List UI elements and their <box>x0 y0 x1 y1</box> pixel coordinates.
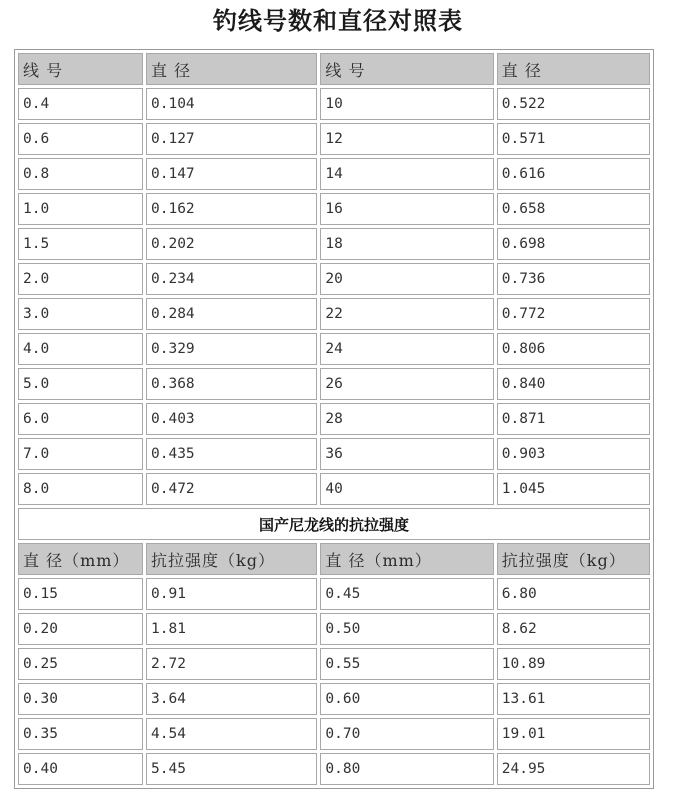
table-cell: 36 <box>320 438 493 470</box>
page-title: 钓线号数和直径对照表 <box>213 6 463 35</box>
section-title: 国产尼龙线的抗拉强度 <box>18 508 650 540</box>
table-cell: 1.5 <box>18 228 143 260</box>
header-cell: 直 径 <box>146 53 317 85</box>
table-cell: 19.01 <box>497 718 650 750</box>
table-cell: 8.62 <box>497 613 650 645</box>
table-row <box>18 403 650 435</box>
table-row <box>18 613 650 645</box>
table-cell: 0.15 <box>18 578 143 610</box>
table-cell: 0.40 <box>18 753 143 785</box>
table-row <box>18 473 650 505</box>
table-cell: 16 <box>320 193 493 225</box>
table-cell: 28 <box>320 403 493 435</box>
table-cell: 0.25 <box>18 648 143 680</box>
header-cell: 抗拉强度（kg） <box>497 543 650 575</box>
table-cell: 0.4 <box>18 88 143 120</box>
table-row <box>18 88 650 120</box>
table-cell: 4.0 <box>18 333 143 365</box>
table-cell: 18 <box>320 228 493 260</box>
table-row <box>18 578 650 610</box>
table-cell: 0.435 <box>146 438 317 470</box>
table-cell: 0.234 <box>146 263 317 295</box>
table-row <box>18 333 650 365</box>
table-cell: 2.72 <box>146 648 317 680</box>
table-cell: 0.162 <box>146 193 317 225</box>
table-cell: 0.736 <box>497 263 650 295</box>
table-row <box>18 158 650 190</box>
table-row <box>18 123 650 155</box>
table-cell: 0.403 <box>146 403 317 435</box>
table-cell: 0.658 <box>497 193 650 225</box>
table-cell: 0.80 <box>320 753 493 785</box>
table-cell: 10 <box>320 88 493 120</box>
table-row <box>18 648 650 680</box>
table-cell: 5.0 <box>18 368 143 400</box>
table-cell: 1.81 <box>146 613 317 645</box>
table-cell: 0.104 <box>146 88 317 120</box>
table-cell: 6.0 <box>18 403 143 435</box>
header-row <box>18 53 650 85</box>
table-cell: 0.30 <box>18 683 143 715</box>
table-cell: 10.89 <box>497 648 650 680</box>
table-cell: 12 <box>320 123 493 155</box>
table-cell: 0.472 <box>146 473 317 505</box>
section-row <box>18 508 650 540</box>
table-row <box>18 753 650 785</box>
table-cell: 6.80 <box>497 578 650 610</box>
table-cell: 2.0 <box>18 263 143 295</box>
table-cell: 0.202 <box>146 228 317 260</box>
table-cell: 0.70 <box>320 718 493 750</box>
table-cell: 5.45 <box>146 753 317 785</box>
table-cell: 0.368 <box>146 368 317 400</box>
table-row <box>18 298 650 330</box>
table-cell: 0.698 <box>497 228 650 260</box>
table-cell: 40 <box>320 473 493 505</box>
table-row <box>18 193 650 225</box>
header-cell: 直 径（mm） <box>320 543 493 575</box>
table-cell: 26 <box>320 368 493 400</box>
table-cell: 24.95 <box>497 753 650 785</box>
table-cell: 0.55 <box>320 648 493 680</box>
table-cell: 0.35 <box>18 718 143 750</box>
table-cell: 0.50 <box>320 613 493 645</box>
table-cell: 3.64 <box>146 683 317 715</box>
table-cell: 0.60 <box>320 683 493 715</box>
header-cell: 抗拉强度（kg） <box>146 543 317 575</box>
table-cell: 0.45 <box>320 578 493 610</box>
table-cell: 0.8 <box>18 158 143 190</box>
data-table <box>14 49 654 789</box>
table-cell: 0.840 <box>497 368 650 400</box>
table-cell: 0.329 <box>146 333 317 365</box>
table-cell: 8.0 <box>18 473 143 505</box>
table-cell: 14 <box>320 158 493 190</box>
table-row <box>18 368 650 400</box>
table-cell: 3.0 <box>18 298 143 330</box>
table-cell: 4.54 <box>146 718 317 750</box>
table-cell: 0.522 <box>497 88 650 120</box>
table-cell: 24 <box>320 333 493 365</box>
table-cell: 0.903 <box>497 438 650 470</box>
table-cell: 0.91 <box>146 578 317 610</box>
header-cell: 线 号 <box>18 53 143 85</box>
table-cell: 20 <box>320 263 493 295</box>
header-cell: 直 径（mm） <box>18 543 143 575</box>
header-cell: 线 号 <box>320 53 493 85</box>
table-cell: 0.616 <box>497 158 650 190</box>
table-cell: 13.61 <box>497 683 650 715</box>
table-cell: 0.871 <box>497 403 650 435</box>
table-row <box>18 438 650 470</box>
table-row <box>18 683 650 715</box>
table-row <box>18 263 650 295</box>
table-row <box>18 228 650 260</box>
table-cell: 0.6 <box>18 123 143 155</box>
table-row <box>18 718 650 750</box>
table-cell: 0.571 <box>497 123 650 155</box>
table-cell: 0.20 <box>18 613 143 645</box>
table-cell: 0.772 <box>497 298 650 330</box>
table-cell: 7.0 <box>18 438 143 470</box>
table-cell: 1.045 <box>497 473 650 505</box>
table-cell: 1.0 <box>18 193 143 225</box>
table-cell: 0.806 <box>497 333 650 365</box>
table-cell: 0.147 <box>146 158 317 190</box>
header-row <box>18 543 650 575</box>
table-cell: 22 <box>320 298 493 330</box>
table-cell: 0.127 <box>146 123 317 155</box>
header-cell: 直 径 <box>497 53 650 85</box>
table-body <box>18 53 650 785</box>
table-cell: 0.284 <box>146 298 317 330</box>
